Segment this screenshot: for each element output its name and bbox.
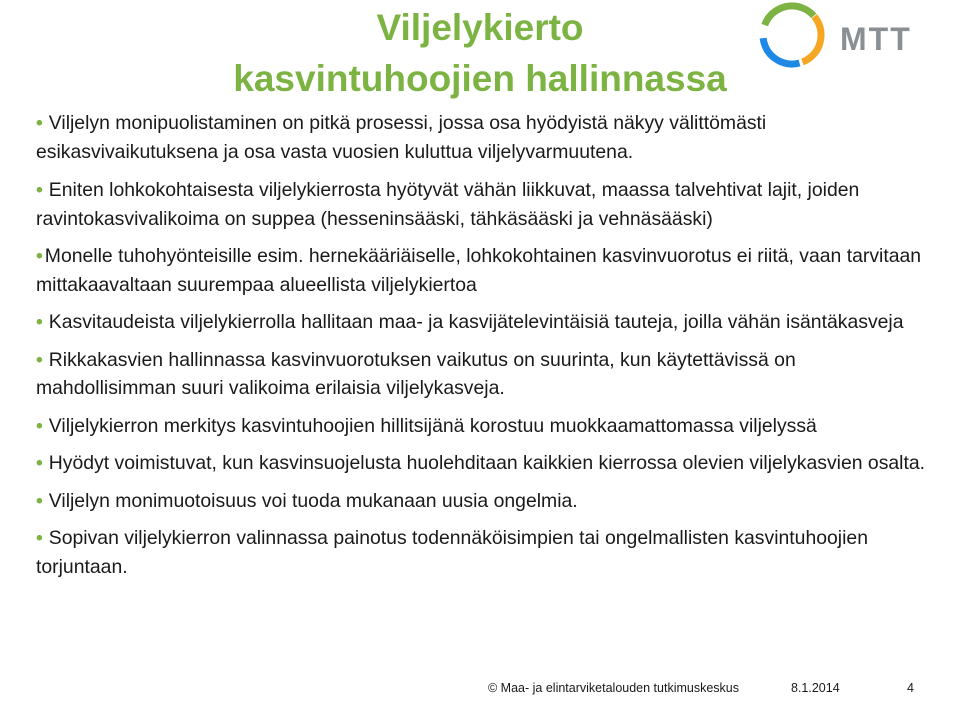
bullet-item-2 [36, 176, 936, 233]
bullet-marker: • [36, 348, 43, 371]
bullet-item-4 [36, 308, 936, 337]
bullet-text: Sopivan viljelykierron valinnassa painotus todennäköisimpien tai ongelmallisten kasvintuhoojien torjuntaan. [36, 527, 868, 578]
slide-footer [0, 680, 960, 700]
bullet-marker: • [36, 527, 43, 549]
bullet-marker: • [36, 245, 43, 267]
bullet-marker: • [36, 311, 43, 333]
bullet-item-6 [36, 412, 936, 441]
bullet-text: Monelle tuhohyönteisille esim. hernekääriäiselle, lohkokohtainen kasvinvuorotus ei riitä, vaan tarvitaan mittakaavaltaan suurempaa alueellista viljelykiertoa [36, 245, 922, 296]
bullet-text: Hyödyt voimistuvat, kun kasvinsuojelusta huolehditaan kaikkien kierrossa olevien viljelykasvien osalta. [48, 452, 926, 474]
bullet-text: Kasvitaudeista viljelykierrolla hallitaan maa- ja kasvijätelevintäisiä tauteja, joilla vähän isäntäkasveja [48, 311, 904, 333]
bullet-marker: • [36, 112, 43, 134]
bullet-marker: • [36, 414, 43, 437]
bullet-item-9 [36, 524, 936, 581]
footer-page-number: 4 [907, 681, 914, 695]
bullet-text: Eniten lohkokohtaisesta viljelykierrosta hyötyvät vähän liikkuvat, maassa talvehtivat lajit, joiden ravintokasvivalikoima on suppea (hesseninsääski, tähkäsääski ja vehnäsääski) [36, 179, 860, 230]
bullet-marker: • [36, 452, 43, 474]
bullet-item-7 [36, 449, 936, 478]
bullet-text: Rikkakasvien hallinnassa kasvinvuorotuksen vaikutus on suurinta, kun käytettävissä on mahdollisimman suuri valikoima erilaisia viljelykasveja. [36, 348, 796, 399]
bullet-item-8 [36, 487, 936, 516]
bullet-marker: • [36, 489, 43, 512]
bullet-text: Viljelyn monimuotoisuus voi tuoda mukanaan uusia ongelmia. [48, 489, 578, 512]
logo-text: MTT [840, 21, 912, 57]
slide-title [170, 2, 790, 104]
bullet-text: Viljelykierron merkitys kasvintuhoojien hillitsijänä korostuu muokkaamattomassa viljelyssä [48, 414, 817, 437]
footer-date: 8.1.2014 [791, 681, 840, 695]
footer-copyright: © Maa- ja elintarviketalouden tutkimuskeskus [488, 681, 739, 695]
logo-emblem-icon [758, 0, 833, 72]
bullet-item-3 [36, 242, 936, 299]
title-line-2: kasvintuhoojien hallinnassa [233, 58, 727, 99]
bullet-list [36, 109, 936, 581]
bullet-text: Viljelyn monipuolistaminen on pitkä prosessi, jossa osa hyödyistä näkyy välittömästi esikasvivaikutuksena ja osa vasta vuosien kuluttua viljelyvarmuutena. [36, 112, 767, 163]
bullet-item-5 [36, 346, 936, 403]
title-line-1: Viljelykierto [376, 7, 584, 48]
bullet-item-1 [36, 109, 936, 166]
mtt-logo [758, 0, 933, 72]
bullet-marker: • [36, 179, 43, 201]
